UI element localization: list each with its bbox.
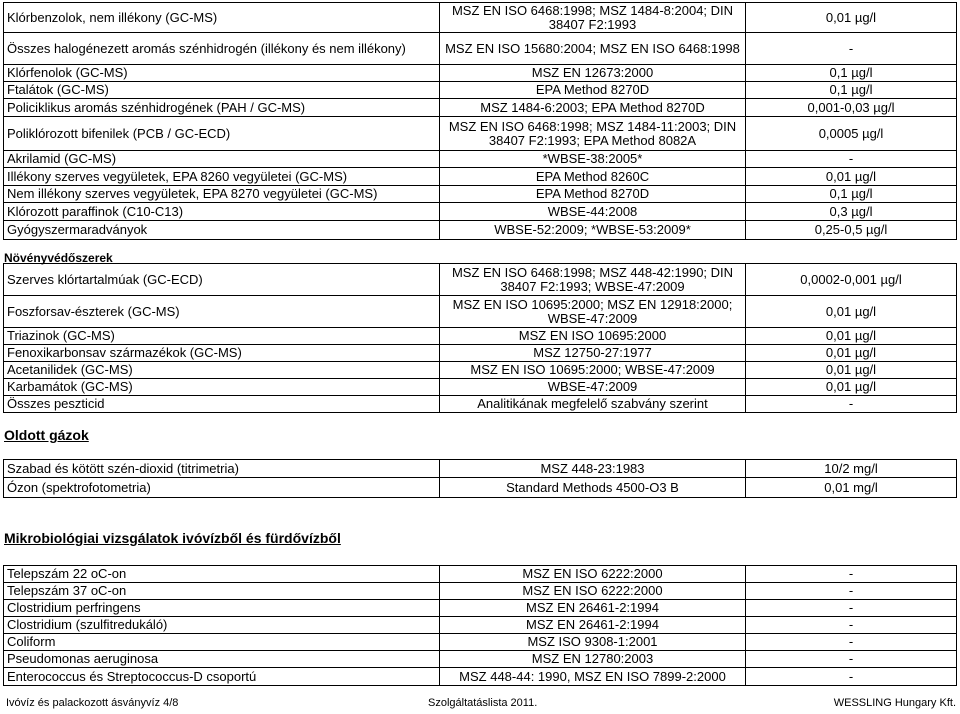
footer-left: Ivóvíz és palackozott ásványvíz 4/8 [6,697,179,709]
table-row [4,478,957,498]
analyte-cell: Nem illékony szerves vegyületek, EPA 8270 vegyületei (GC-MS) [4,186,440,203]
limit-cell: - [746,634,957,651]
analyte-cell: Policiklikus aromás szénhidrogének (PAH / GC-MS) [4,99,440,117]
limit-cell: 0,25-0,5 µg/l [746,221,957,240]
method-cell: MSZ 12750-27:1977 [440,345,746,362]
method-cell: *WBSE-38:2005* [440,151,746,168]
method-cell: MSZ EN ISO 10695:2000 [440,328,746,345]
analyte-cell: Fenoxikarbonsav származékok (GC-MS) [4,345,440,362]
table-row [4,296,957,328]
limit-cell: - [746,600,957,617]
limit-cell: 0,3 µg/l [746,203,957,221]
table-row [4,634,957,651]
method-cell: Analitikának megfelelő szabvány szerint [440,396,746,413]
table-row [4,99,957,117]
limit-cell: 0,1 µg/l [746,82,957,99]
analyte-cell: Telepszám 37 oC-on [4,583,440,600]
table-row [4,328,957,345]
section-heading-pesticides: Növényvédőszerek [4,251,113,265]
analyte-cell: Clostridium (szulfitredukáló) [4,617,440,634]
method-cell: Standard Methods 4500-O3 B [440,478,746,498]
table-row [4,186,957,203]
table-row [4,651,957,668]
limit-cell: - [746,566,957,583]
limit-cell: 0,01 µg/l [746,168,957,186]
limit-cell: 0,1 µg/l [746,65,957,82]
analyte-cell: Összes halogénezett aromás szénhidrogén (illékony és nem illékony) [4,33,440,65]
table-row [4,168,957,186]
analysis-table-microbiology [3,565,957,686]
table-row [4,221,957,240]
method-cell: MSZ EN ISO 10695:2000; WBSE-47:2009 [440,362,746,379]
method-cell: MSZ ISO 9308-1:2001 [440,634,746,651]
method-cell: MSZ EN ISO 6468:1998; MSZ 1484-11:2003; DIN 38407 F2:1993; EPA Method 8082A [440,117,746,151]
analyte-cell: Coliform [4,634,440,651]
method-cell: EPA Method 8270D [440,82,746,99]
method-cell: MSZ EN ISO 6222:2000 [440,566,746,583]
analyte-cell: Telepszám 22 oC-on [4,566,440,583]
method-cell: MSZ EN 26461-2:1994 [440,600,746,617]
limit-cell: - [746,33,957,65]
limit-cell: - [746,651,957,668]
table-row [4,117,957,151]
analysis-table-pesticides [3,263,957,413]
limit-cell: 0,1 µg/l [746,186,957,203]
footer-center: Szolgáltatáslista 2011. [428,697,538,709]
method-cell: MSZ 1484-6:2003; EPA Method 8270D [440,99,746,117]
analyte-cell: Clostridium perfringens [4,600,440,617]
method-cell: WBSE-44:2008 [440,203,746,221]
analyte-cell: Klórozott paraffinok (C10-C13) [4,203,440,221]
table-row [4,82,957,99]
section-heading-dissolved-gases: Oldott gázok [4,427,89,443]
table-row [4,362,957,379]
table-row [4,3,957,33]
limit-cell: 0,01 µg/l [746,296,957,328]
footer-right: WESSLING Hungary Kft. [833,697,956,709]
analyte-cell: Ftalátok (GC-MS) [4,82,440,99]
analyte-cell: Ózon (spektrofotometria) [4,478,440,498]
limit-cell: 0,01 µg/l [746,345,957,362]
table-row [4,668,957,686]
table-row [4,33,957,65]
method-cell: EPA Method 8270D [440,186,746,203]
limit-cell: 0,0005 µg/l [746,117,957,151]
limit-cell: 0,01 mg/l [746,478,957,498]
table-row [4,379,957,396]
table-row [4,566,957,583]
method-cell: MSZ 448-44: 1990, MSZ EN ISO 7899-2:2000 [440,668,746,686]
table-row [4,151,957,168]
method-cell: MSZ EN ISO 10695:2000; MSZ EN 12918:2000; WBSE-47:2009 [440,296,746,328]
limit-cell: 0,001-0,03 µg/l [746,99,957,117]
limit-cell: - [746,668,957,686]
analysis-table-dissolved-gases [3,459,957,498]
method-cell: MSZ EN 12780:2003 [440,651,746,668]
analyte-cell: Foszforsav-észterek (GC-MS) [4,296,440,328]
analyte-cell: Szabad és kötött szén-dioxid (titrimetria) [4,460,440,478]
analyte-cell: Gyógyszermaradványok [4,221,440,240]
analyte-cell: Akrilamid (GC-MS) [4,151,440,168]
limit-cell: 0,0002-0,001 µg/l [746,264,957,296]
limit-cell: 0,01 µg/l [746,362,957,379]
method-cell: EPA Method 8260C [440,168,746,186]
limit-cell: - [746,583,957,600]
method-cell: WBSE-47:2009 [440,379,746,396]
limit-cell: 0,01 µg/l [746,3,957,33]
table-row [4,600,957,617]
analyte-cell: Acetanilidek (GC-MS) [4,362,440,379]
analyte-cell: Szerves klórtartalmúak (GC-ECD) [4,264,440,296]
table-row [4,460,957,478]
analysis-table-organics [3,2,957,240]
analyte-cell: Klórbenzolok, nem illékony (GC-MS) [4,3,440,33]
table-row [4,396,957,413]
method-cell: MSZ EN ISO 6468:1998; MSZ 448-42:1990; DIN 38407 F2:1993; WBSE-47:2009 [440,264,746,296]
method-cell: MSZ EN 26461-2:1994 [440,617,746,634]
analyte-cell: Poliklórozott bifenilek (PCB / GC-ECD) [4,117,440,151]
section-heading-microbiology: Mikrobiológiai vizsgálatok ivóvízből és fürdővízből [4,530,341,546]
limit-cell: - [746,617,957,634]
analyte-cell: Enterococcus és Streptococcus-D csoportú [4,668,440,686]
limit-cell: - [746,396,957,413]
limit-cell: 0,01 µg/l [746,379,957,396]
table-row [4,583,957,600]
analyte-cell: Pseudomonas aeruginosa [4,651,440,668]
analyte-cell: Illékony szerves vegyületek, EPA 8260 vegyületei (GC-MS) [4,168,440,186]
method-cell: MSZ 448-23:1983 [440,460,746,478]
method-cell: MSZ EN 12673:2000 [440,65,746,82]
limit-cell: 10/2 mg/l [746,460,957,478]
analyte-cell: Triazinok (GC-MS) [4,328,440,345]
limit-cell: 0,01 µg/l [746,328,957,345]
method-cell: MSZ EN ISO 15680:2004; MSZ EN ISO 6468:1998 [440,33,746,65]
table-row [4,65,957,82]
table-row [4,345,957,362]
analyte-cell: Összes peszticid [4,396,440,413]
table-row [4,264,957,296]
method-cell: MSZ EN ISO 6222:2000 [440,583,746,600]
limit-cell: - [746,151,957,168]
table-row [4,203,957,221]
method-cell: WBSE-52:2009; *WBSE-53:2009* [440,221,746,240]
analyte-cell: Klórfenolok (GC-MS) [4,65,440,82]
method-cell: MSZ EN ISO 6468:1998; MSZ 1484-8:2004; DIN 38407 F2:1993 [440,3,746,33]
analyte-cell: Karbamátok (GC-MS) [4,379,440,396]
table-row [4,617,957,634]
